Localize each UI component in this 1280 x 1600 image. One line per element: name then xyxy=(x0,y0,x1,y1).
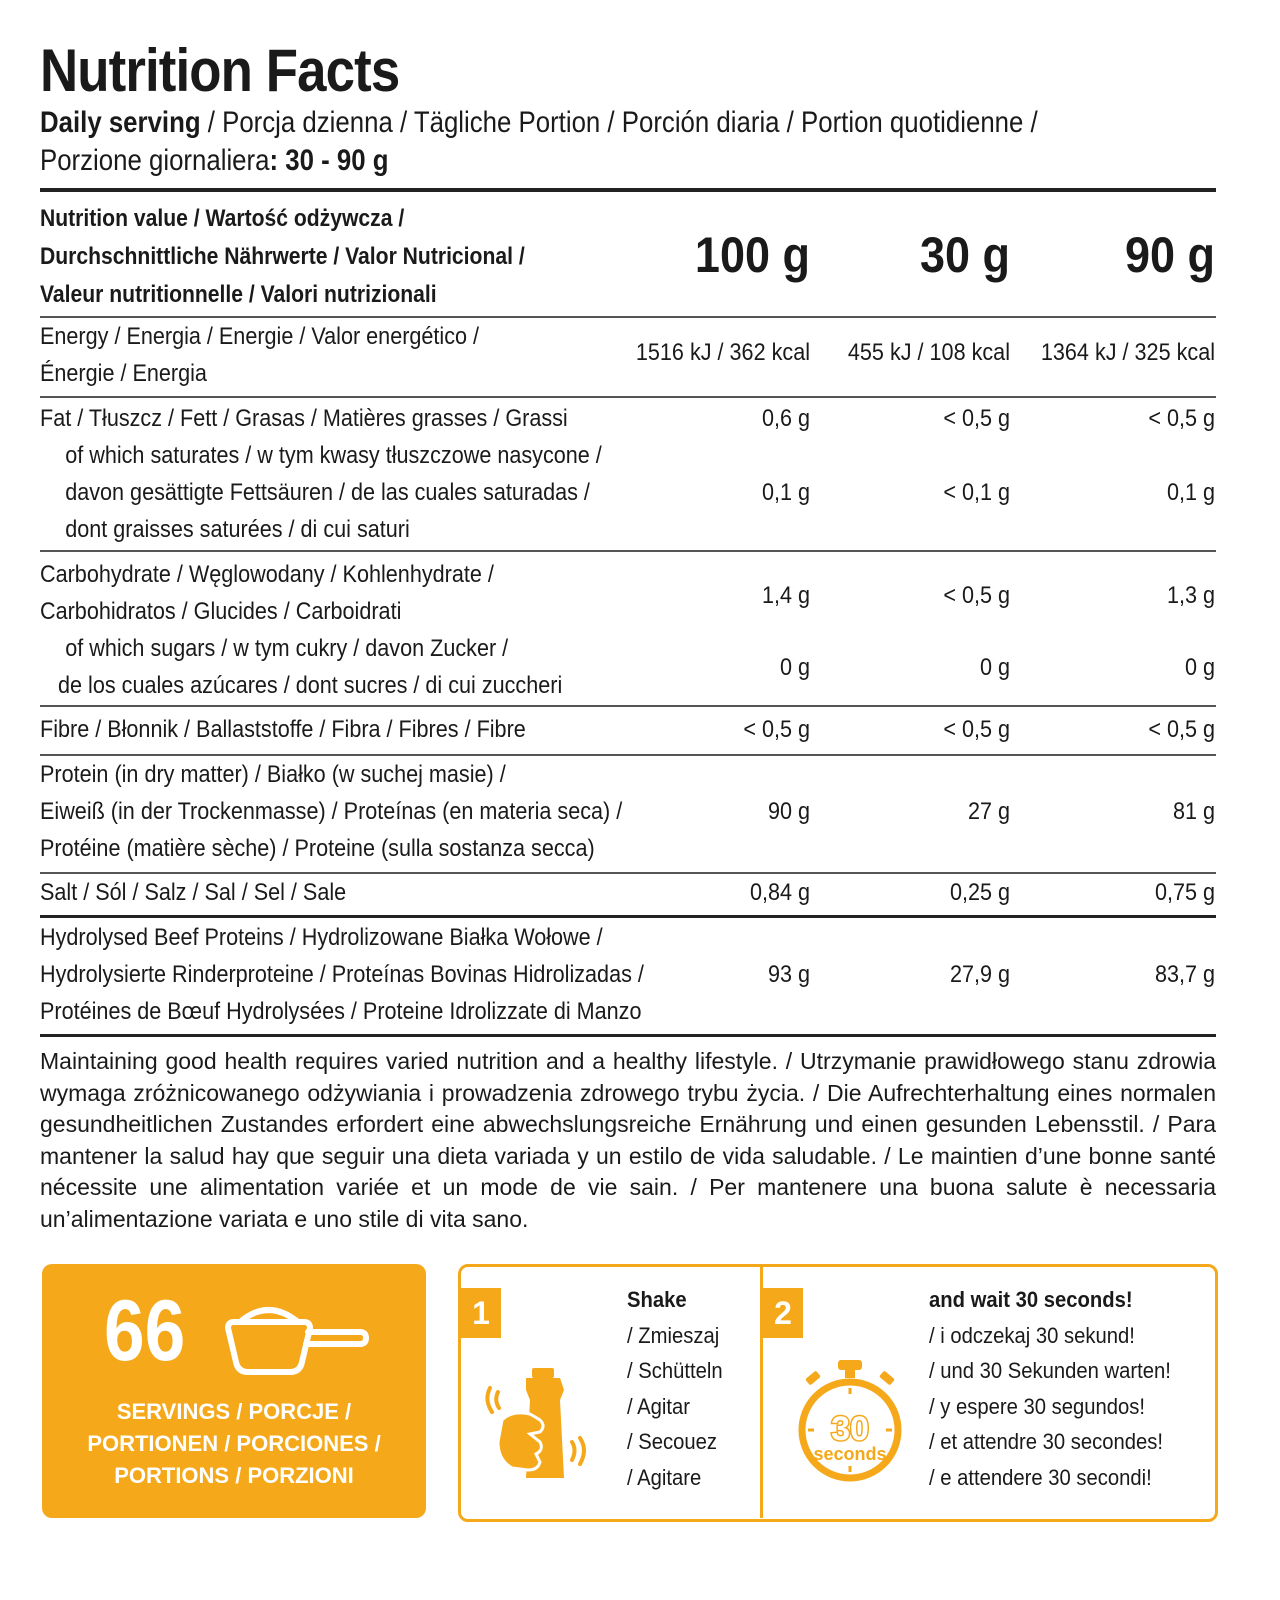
serving-amount: : 30 - 90 g xyxy=(269,144,389,177)
row-divider xyxy=(40,705,1216,707)
column-header-30g: 30 g xyxy=(919,227,1010,283)
beef-30g: 27,9 g xyxy=(949,961,1010,988)
carbs-90g: 1,3 g xyxy=(1166,582,1215,609)
timer-word: seconds xyxy=(813,1444,887,1464)
protein-100g: 90 g xyxy=(767,798,810,825)
serving-translations: / Porcja dzienna / Tägliche Portion / Porción diaria / Portion quotidienne / xyxy=(200,106,1038,139)
table-header-label xyxy=(40,200,603,314)
step-line: / Schütteln xyxy=(627,1358,723,1383)
label-line: Hydrolysierte Rinderproteine / Proteínas Bovinas Hidrolizadas / xyxy=(40,961,644,988)
energy-90g: 1364 kJ / 325 kcal xyxy=(1040,339,1215,366)
step-1-badge: 1 xyxy=(461,1288,501,1338)
step-2-badge: 2 xyxy=(763,1288,803,1338)
row-divider xyxy=(40,550,1216,552)
fat-30g: < 0,5 g xyxy=(943,405,1010,432)
servings-line: SERVINGS / PORCJE / xyxy=(116,1399,352,1424)
saturates-90g: 0,1 g xyxy=(1166,479,1215,506)
header-label-line: Nutrition value / Wartość odżywcza / xyxy=(40,205,405,232)
step-line: / et attendre 30 secondes! xyxy=(929,1429,1164,1454)
label-line: Carbohidratos / Glucides / Carboidrati xyxy=(40,598,402,625)
saturates-100g: 0,1 g xyxy=(761,479,810,506)
step-1-text xyxy=(627,1282,723,1495)
fat-90g: < 0,5 g xyxy=(1148,405,1215,432)
step-line: and wait 30 seconds! xyxy=(929,1287,1133,1312)
protein-90g: 81 g xyxy=(1172,798,1215,825)
top-rule xyxy=(40,188,1216,192)
header-label-line: Valeur nutritionnelle / Valori nutrizionali xyxy=(40,281,437,308)
step-line: Shake xyxy=(627,1287,687,1312)
label-line: Protein (in dry matter) / Białko (w suchej masie) / xyxy=(40,761,506,788)
row-divider xyxy=(40,915,1216,918)
label-line: de los cuales azúcares / dont sucres / di cui zuccheri xyxy=(58,672,563,699)
servings-line: PORTIONEN / PORCIONES / xyxy=(87,1431,381,1456)
label-line: Eiweiß (in der Trockenmasse) / Proteínas (en materia seca) / xyxy=(40,798,623,825)
step-line: / i odczekaj 30 sekund! xyxy=(929,1322,1135,1348)
beef-100g: 93 g xyxy=(767,961,810,988)
label-line: Protéines de Bœuf Hydrolysées / Proteine Idrolizzate di Manzo xyxy=(40,998,642,1025)
saturates-30g: < 0,1 g xyxy=(943,479,1010,506)
label-line: Énergie / Energia xyxy=(40,360,207,387)
step-2-text xyxy=(929,1282,1171,1495)
label-line: Carbohydrate / Węglowodany / Kohlenhydrate / xyxy=(40,561,494,588)
step-line: / y espere 30 segundos! xyxy=(929,1393,1146,1419)
label-line: Protéine (matière sèche) / Proteine (sulla sostanza secca) xyxy=(40,835,595,862)
health-note: Maintaining good health requires varied nutrition and a healthy lifestyle. / Utrzymanie prawidłowego stanu zdrowia wymaga zróżnicowanego odżywiania i prowadzenia zdrowego trybu życia. / Die Aufrechterhaltung eines normalen gesundheitlichen Zustandes erfordert eine abwechslungsreiche Ernährung und einen gesunden Lebensstil. / Para mantener la salud hay que seguir una dieta variada y un estilo de vida saludable. / Le maintien d’une bonne santé nécessite une alimentation variée et un mode de vie sain. / Per mantenere una buona salute è necessaria un’alimentazione variata e uno stile di vita sano. xyxy=(40,1048,1216,1232)
sugars-100g: 0 g xyxy=(779,654,810,681)
label-line: of which sugars / w tym cukry / davon Zucker / xyxy=(65,635,509,662)
fibre-100g: < 0,5 g xyxy=(743,716,810,743)
shaker-icon xyxy=(482,1360,602,1485)
step-line: / e attendere 30 secondi! xyxy=(929,1464,1152,1490)
carbs-100g: 1,4 g xyxy=(761,582,810,609)
energy-30g: 455 kJ / 108 kcal xyxy=(847,339,1010,366)
salt-90g: 0,75 g xyxy=(1154,879,1215,906)
carbs-30g: < 0,5 g xyxy=(943,582,1010,609)
step-line: / Agitare xyxy=(627,1464,702,1490)
energy-100g: 1516 kJ / 362 kcal xyxy=(635,339,810,366)
stopwatch-icon xyxy=(790,1356,910,1486)
fibre-30g: < 0,5 g xyxy=(943,716,1010,743)
servings-label xyxy=(42,1396,426,1492)
fat-label: Fat / Tłuszcz / Fett / Grasas / Matières grasses / Grassi xyxy=(40,405,568,432)
serving-line2: Porzione giornaliera xyxy=(40,144,270,177)
step-line: / Agitar xyxy=(627,1393,691,1419)
label-line: Hydrolysed Beef Proteins / Hydrolizowane Białka Wołowe / xyxy=(40,924,603,951)
column-header-90g: 90 g xyxy=(1124,227,1215,283)
column-header-100g: 100 g xyxy=(694,227,810,283)
step-line: / Secouez xyxy=(627,1429,718,1454)
page-title: Nutrition Facts xyxy=(40,37,400,104)
label-line: Energy / Energia / Energie / Valor energético / xyxy=(40,323,480,350)
sugars-90g: 0 g xyxy=(1184,654,1215,681)
header-label-line: Durchschnittliche Nährwerte / Valor Nutricional / xyxy=(40,243,525,270)
bottom-rule xyxy=(40,1034,1216,1037)
label-line: davon gesättigte Fettsäuren / de las cuales saturadas / xyxy=(65,479,590,506)
label-line: of which saturates / w tym kwasy tłuszczowe nasycone / xyxy=(65,442,602,469)
scoop-icon xyxy=(220,1300,370,1380)
salt-label: Salt / Sól / Salz / Sal / Sel / Sale xyxy=(40,879,347,906)
salt-30g: 0,25 g xyxy=(949,879,1010,906)
step-line: / und 30 Sekunden warten! xyxy=(929,1358,1171,1383)
protein-30g: 27 g xyxy=(967,798,1010,825)
serving-bold: Daily serving xyxy=(40,106,201,139)
fibre-90g: < 0,5 g xyxy=(1148,716,1215,743)
daily-serving xyxy=(40,104,1158,180)
label-line: dont graisses saturées / di cui saturi xyxy=(65,516,410,543)
servings-line: PORTIONS / PORZIONI xyxy=(114,1463,354,1488)
fat-100g: 0,6 g xyxy=(761,405,810,432)
beef-90g: 83,7 g xyxy=(1154,961,1215,988)
salt-100g: 0,84 g xyxy=(749,879,810,906)
row-divider xyxy=(40,396,1216,398)
step-line: / Zmieszaj xyxy=(627,1322,720,1348)
sugars-30g: 0 g xyxy=(979,654,1010,681)
timer-number: 30 xyxy=(831,1410,869,1448)
fibre-label: Fibre / Błonnik / Ballaststoffe / Fibra / Fibres / Fibre xyxy=(40,716,526,743)
servings-count: 66 xyxy=(104,1283,186,1379)
